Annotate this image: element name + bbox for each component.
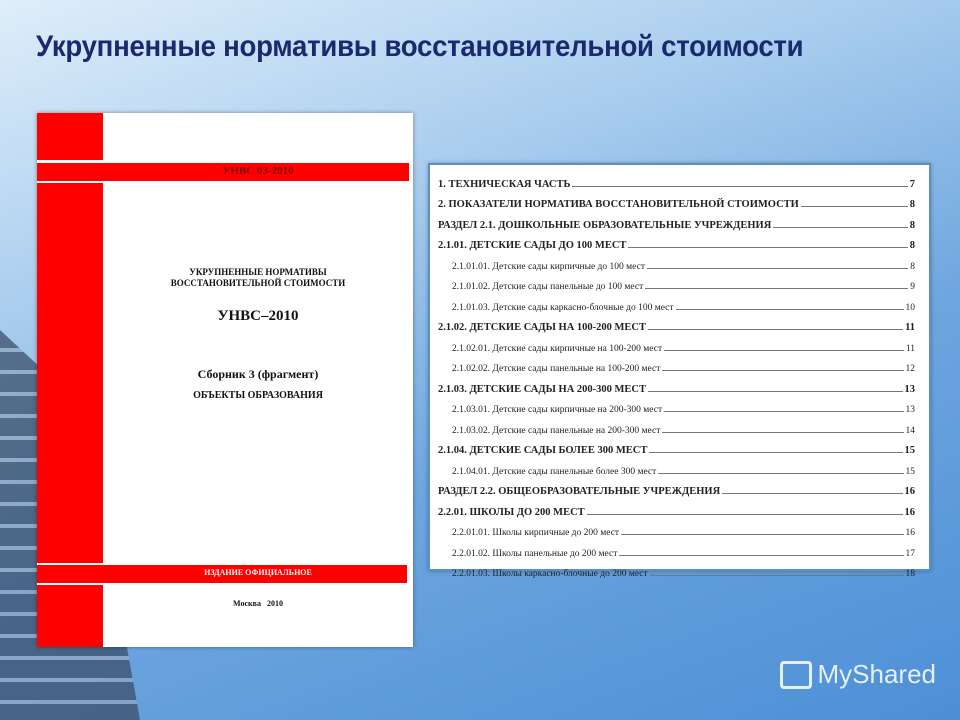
toc-entry-page: 11: [905, 343, 915, 354]
cover-subject: ОБЪЕКТЫ ОБРАЗОВАНИЯ: [193, 390, 323, 401]
toc-entry-title: 2.1.01.03. Детские сады каркасно-блочные до 100 мест: [452, 302, 674, 313]
toc-entry: [438, 251, 915, 272]
toc-leader: [645, 288, 908, 289]
toc-entry-title: 2.2.01. ШКОЛЫ ДО 200 МЕСТ: [438, 506, 585, 518]
toc-entry: [438, 313, 915, 334]
toc-leader: [628, 247, 907, 248]
toc-entry-page: 8: [910, 261, 915, 272]
toc-entry-title: 2. ПОКАЗАТЕЛИ НОРМАТИВА ВОССТАНОВИТЕЛЬНОЙ СТОИМОСТИ: [438, 199, 799, 210]
toc-leader: [649, 452, 902, 453]
toc-entry-page: 8: [909, 199, 915, 210]
slide-title: Укрупненные нормативы восстановительной стоимости: [36, 30, 804, 63]
toc-leader: [676, 309, 904, 310]
toc-entry-title: 2.1.01.01. Детские сады кирпичные до 100 мест: [452, 261, 645, 272]
toc-entry-page: 17: [905, 548, 915, 559]
toc-entry-title: 2.1.02. ДЕТСКИЕ САДЫ НА 100-200 МЕСТ: [438, 322, 647, 333]
toc-entry: [438, 169, 915, 190]
watermark: [780, 659, 937, 690]
toc-entry-title: 2.1.04.01. Детские сады панельные более 300 мест: [452, 466, 657, 477]
cover-collection: Сборник 3 (фрагмент): [197, 367, 319, 381]
toc-entry: [438, 210, 915, 231]
toc-entry-title: 2.1.03.02. Детские сады панельные на 200-300 мест: [452, 425, 661, 436]
toc-entry: [438, 395, 915, 416]
toc-entry-page: 14: [905, 425, 915, 436]
toc-leader: [664, 411, 903, 412]
cover-official: ИЗДАНИЕ ОФИЦИАЛЬНОЕ: [204, 568, 312, 577]
toc-leader: [662, 432, 903, 433]
toc-entry: [438, 436, 915, 457]
cover-heading-1: УКРУПНЕННЫЕ НОРМАТИВЫ: [189, 267, 327, 277]
toc-leader: [648, 391, 902, 392]
toc-entry-title: РАЗДЕЛ 2.2. ОБЩЕОБРАЗОВАТЕЛЬНЫЕ УЧРЕЖДЕНИЯ: [438, 486, 721, 497]
toc-entry-page: 16: [904, 486, 915, 497]
myshared-logo-icon: [780, 661, 812, 689]
toc-leader: [572, 186, 907, 187]
toc-entry-title: РАЗДЕЛ 2.1. ДОШКОЛЬНЫЕ ОБРАЗОВАТЕЛЬНЫЕ УЧРЕЖДЕНИЯ: [438, 219, 772, 231]
toc-leader: [662, 370, 903, 371]
toc-entry: [438, 292, 915, 313]
toc-leader: [664, 350, 904, 351]
toc-entry-page: 15: [904, 445, 915, 456]
toc-entry: [438, 272, 915, 293]
toc-leader: [621, 534, 903, 535]
toc-entry-page: 13: [905, 405, 915, 415]
toc-entry-title: 2.2.01.02. Школы панельные до 200 мест: [452, 548, 618, 559]
toc-entry-page: 12: [905, 364, 915, 374]
toc-entry-title: 2.1.03.01. Детские сады кирпичные на 200-300 мест: [452, 405, 663, 415]
toc-leader: [801, 206, 908, 207]
toc-entry: [438, 415, 915, 436]
toc-entry-page: 8: [909, 240, 915, 251]
toc-entry: [438, 559, 915, 580]
toc-leader: [648, 329, 903, 330]
cover-band-code: УНВС 03-2010: [222, 165, 294, 177]
toc-leader: [619, 555, 903, 556]
toc-entry-page: 10: [905, 302, 915, 313]
toc-entry-page: 7: [909, 178, 915, 190]
toc-entry-page: 18: [905, 569, 915, 579]
toc-entry: [438, 231, 915, 252]
toc-entry-page: 16: [905, 528, 915, 538]
watermark-text: MyShared: [817, 659, 936, 689]
toc-entry: [438, 518, 915, 539]
cover-code: УНВС–2010: [217, 308, 299, 324]
toc-leader: [773, 227, 907, 228]
toc-entry-title: 2.1.01. ДЕТСКИЕ САДЫ ДО 100 МЕСТ: [438, 240, 627, 251]
cover-red-foot: [37, 585, 103, 647]
toc-entry-page: 15: [905, 466, 915, 477]
toc-entry-title: 2.1.02.01. Детские сады кирпичные на 100-200 мест: [452, 343, 663, 354]
toc-entry-title: 1. ТЕХНИЧЕСКАЯ ЧАСТЬ: [438, 178, 571, 190]
toc-entry-page: 8: [909, 219, 915, 231]
toc-entry: [438, 374, 915, 395]
toc-entry: [438, 354, 915, 375]
document-cover: [37, 113, 413, 647]
toc-entry: [438, 497, 915, 518]
toc-entry: [438, 333, 915, 354]
toc-entry-title: 2.2.01.03. Школы каркасно-блочные до 200 мест: [452, 569, 648, 579]
toc-entry-page: 16: [904, 506, 915, 518]
toc-leader: [587, 514, 903, 515]
toc-entry-title: 2.2.01.01. Школы кирпичные до 200 мест: [452, 528, 620, 538]
toc-entry-title: 2.1.01.02. Детские сады панельные до 100 мест: [452, 282, 644, 292]
toc-leader: [647, 268, 908, 269]
toc-entry-title: 2.1.04. ДЕТСКИЕ САДЫ БОЛЕЕ 300 МЕСТ: [438, 445, 648, 456]
toc-entry-page: 13: [904, 383, 915, 395]
toc-entry-page: 11: [905, 322, 915, 333]
cover-red-block: [37, 113, 103, 160]
cover-place-year: Москва 2010: [233, 599, 283, 608]
toc-entry: [438, 538, 915, 559]
cover-red-column: [37, 183, 103, 563]
toc-entry-page: 9: [910, 282, 915, 292]
toc-leader: [658, 473, 903, 474]
toc-leader: [722, 493, 902, 494]
toc-entry-title: 2.1.03. ДЕТСКИЕ САДЫ НА 200-300 МЕСТ: [438, 383, 647, 395]
toc-entry: [438, 477, 915, 498]
toc-entry: [438, 456, 915, 477]
cover-heading-2: ВОССТАНОВИТЕЛЬНОЙ СТОИМОСТИ: [170, 278, 346, 288]
toc-entry: [438, 190, 915, 211]
toc-entry-title: 2.1.02.02. Детские сады панельные на 100-200 мест: [452, 364, 661, 374]
toc-leader: [650, 575, 904, 576]
table-of-contents: [428, 163, 931, 579]
